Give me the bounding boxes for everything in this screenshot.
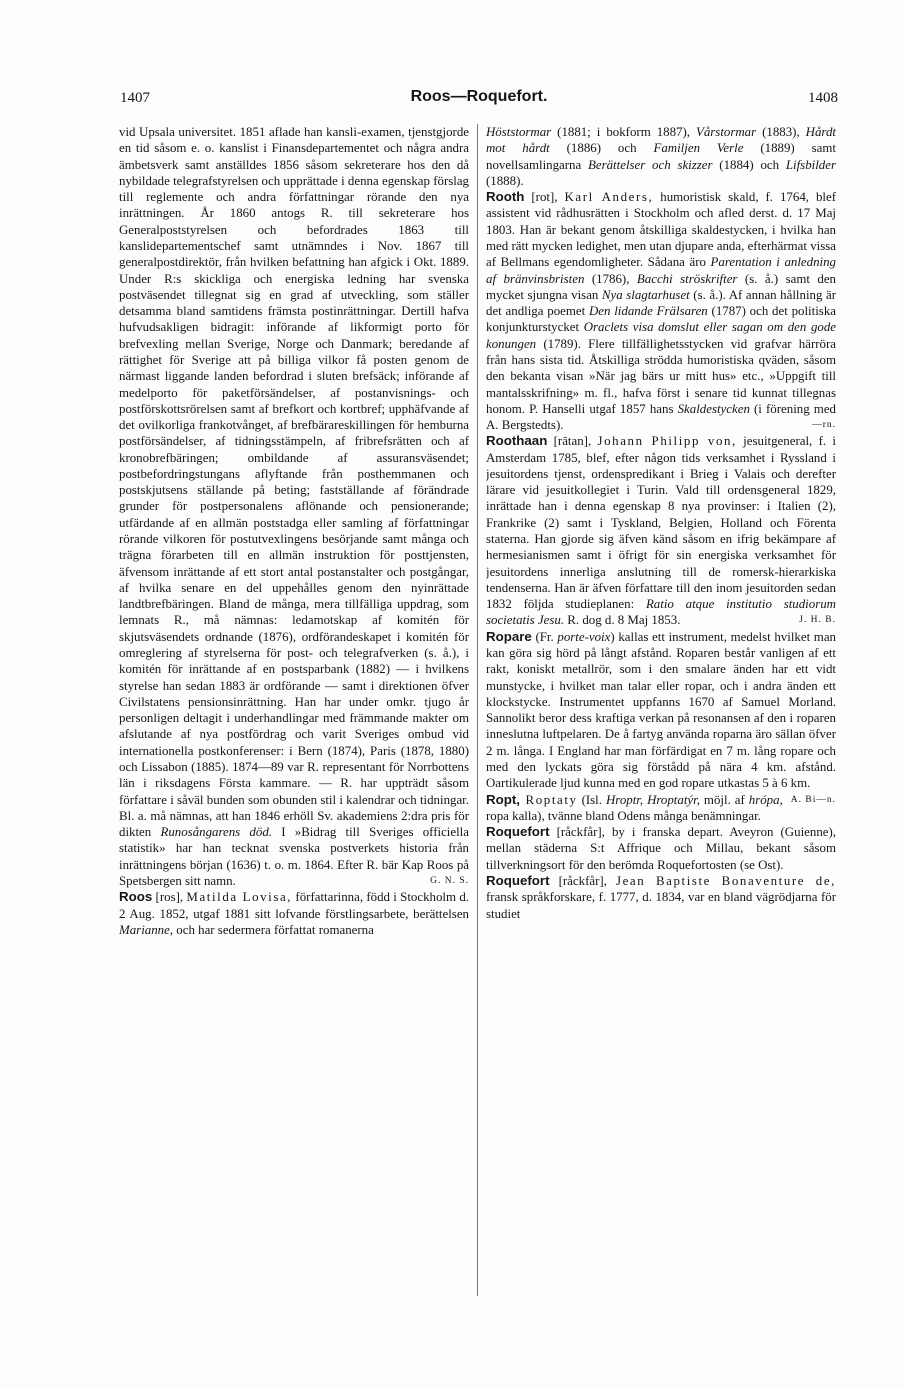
headword: Roothaan: [486, 433, 548, 449]
entry-roos-continuation: Höststormar (1881; i bokform 1887), Vårstormar (1883), Hårdt mot hårdt (1886) och Familjen Verle (1889) samt novellsamlingarna Berättelser och skizzer (1884) och Lifsbilder (1888).: [486, 125, 836, 188]
entry-roquefort-village: Roquefort [råckfår], by i franska depart. Aveyron (Guienne), mellan städerna S:t Affrique och Millau, bekant såsom tillverkningsort för den berömda Roquefortosten (se Ost).: [486, 824, 836, 872]
author-signature: G. N. S.: [430, 875, 469, 886]
headword: Ropt,: [486, 791, 520, 807]
headword: Ropare: [486, 628, 532, 644]
headword: Roquefort: [486, 824, 550, 840]
author-signature: A. Bi—n.: [790, 794, 836, 805]
entry-rooth: Rooth [rot], Karl Anders, humoristisk skald, f. 1764, blef assistent vid rådhusrätten i Stockholm och afled derst. d. 17 Maj 1803. Han är bekant genom åtskilliga skaldestycken, i hvilka han med rätt mycken ledighet, men utan djupare anda, efterhärmat vissa af Bellmans egendomligheter. Sådana äro Parentation i anledning af bränvinsbristen (1786), Bacchi ströskrifter (s. å.) samt den mycket sjungna visan Nya slagtarhuset (s. å.). Af annan hållning är det andliga poemet Den lidande Frälsaren (1787) och det politiska konjunkturstycket Oraclets visa domslut eller sagan om den gode konungen (1789). Flere tillfällighetsstycken vid grafvar härröra från hans sista tid. Åtskilliga strödda humoristiska qväden, såsom den bekanta visan »När jag bärs ur mitt hus» etc., »Uppgift till mantalsskrifning» m. fl., hafva först i senare tid kunnat tillegnas honom. P. Hanselli utgaf 1857 hans Skaldestycken (i förening med A. Bergstedts). —rn.: [486, 189, 836, 433]
headword: Roos: [119, 889, 153, 905]
page-number-left: 1407: [120, 90, 150, 106]
running-head: Roos—Roquefort.: [410, 88, 548, 105]
headword: Rooth: [486, 189, 525, 205]
headword: Roquefort: [486, 872, 550, 888]
column-divider: [477, 124, 478, 1296]
entry-ropare: Ropare (Fr. porte-voix) kallas ett instrument, medelst hvilket man kan göra sig hörd på långt afstånd. Roparen består vanligen af ett rakt, koniskt metallrör, som i den smalare änden har ett vidt munstycke, i hvilket man talar eller ropar, och i andra änden ett klockstycke. Instrumentet uppfanns 1670 af Samuel Morland. Sannolikt beror dess kraftiga verkan på resonansen af den i roparen inneslutna luftpelaren. De å fartyg använda roparna äro sällan öfver 2 m. långa. I England har man förfärdigat en 7 m. lång ropare och med den lyckats göra sig förstådd på nära 4 km. afstånd. Oartikulerade ljud kunna med en god ropare utkastas 5 à 6 km. A. Bi—n.: [486, 629, 836, 792]
page-header: [120, 88, 838, 112]
entry-roothaan: Roothaan [rātan], Johann Philipp von, jesuitgeneral, f. i Amsterdam 1785, blef, efter någon tids verksamhet i Ryssland i jesuitordens tjenst, ordenspredikant i Brieg i Valais och derefter lärare vid jesuitkollegiet i Turin. Vald till ordensgeneral 1829, inrättade han i denna egenskap 8 nya provinser: i Italien (2), Frankrike (2) samt i Tyskland, Belgien, Holland och Förenta staterna. Han gjorde sig äfven känd såsom en ifrig bekämpare af hermesianismen samt i öfrigt för sin energiska verksamhet för jesuitordens innerliga anslutning till de romersk-hierarkiska tendenserna. Han är äfven författare till den inom jesuitorden sedan 1832 följda studieplanen: Ratio atque institutio studiorum societatis Jesu. R. dog d. 8 Maj 1853. J. H. B.: [486, 433, 836, 628]
right-column: [486, 124, 836, 1296]
entry-roos-matilda: Roos [ros], Matilda Lovisa, författarinna, född i Stockholm d. 2 Aug. 1852, utgaf 1881 sitt lofvande förstlingsarbete, berättelsen Marianne, och har sedermera författat romanerna: [119, 889, 469, 937]
author-signature: J. H. B.: [799, 615, 836, 626]
entry-continuation: vid Upsala universitet. 1851 aflade han kansli-examen, tjenstgjorde en tid såsom e. o. kanslist i Finansdepartementet och några andra ämbetsverk samt anställdes 1856 såsom sekreterare hos den då nybildade telegrafstyrelsen och upprättade i denna egenskap förslag till reglemente och andra författningar rörande den nya inrättningen. År 1860 antogs R. till sekreterare hos Generalpoststyrelsen och befordrades 1863 till kanslidepartementschef samt utnämndes i Nov. 1867 till generalpostdirektör, från hvilken befattning han afgick i Okt. 1889. Under R:s skickliga och energiska ledning har svenska postväsendet tillegnat sig en grad af utveckling, som ställer detsamma bland samtidens främsta postinrättningar. Dertill hafva hufvudsakligen bidragit: införande af likformigt porto för brefvexling mellan Sverige, Norge och Danmark; beredande af rättighet för Sverige att på billiga vilkor få posten genom de närmast liggande landen befordrad i sluten brefsäck; införande af medelporto för paketförsändelser, af postanvisnings- och postförskottsrörelsen samt af brefkort och kortbref; upphäfvande af det ovilkorliga frankotvånget, af brefbärareskillingen för hemburna postförsändelser, af tidningsstämpeln, af fribrefsrätten och af kronobrefbäringen; ombildande af assuransväsendet; postbefordringstungans aflyftande från posthemmanen och postskjutsens ställande på beting; fastställande af förändrade grunder för postpersonalens aflönande och pensionerande; utfärdande af en allmän poststadga eller samling af författningar rörande vilkoren för postutvexlingens besörjande samt många och trägna förarbeten till en allmän instruktion för posttjensten, äfvensom inrättande af ett stort antal postanstalter och postgångar, af hvilka senare en del uppehålles genom den nyinrättade landtbrefbäringen. Bland de många, mera tillfälliga uppdrag, som lemnats R., må nämnas: ledamotskap af komitén för skjutsväsendets ordnande (1876), ordförandeskapet i komitén för omreglering af styrelserna för post- och telegrafverken (s. å.), i komitén för inrättande af en postsparbank (1882) — i hvilkens styrelse han sedan 1883 är ordförande — samt i direktionen öfver Civilstatens pensionsinrättning. Han har under omkr. tjugo år personligen deltagit i underhandlingar med främmande makter om afslutande af nya postfördrag och varit Sveriges ombud vid internationella postkonferenser: i Bern (1874), Paris (1878, 1880) och Lissabon (1885). 1874—89 var R. representant för Norrbottens län i riksdagens Första kammare. — R. har uppträdt såsom författare i såväl bunden som obunden stil i kalendrar och tidningar. Bl. a. må nämnas, att han 1846 erhöll Sv. akademiens 2:dra pris för dikten Runosångarens död. I »Bidrag till Sveriges officiella statistik» har han tecknat svenska postverkets historia från inrättningens början (1636) t. o. m. 1864. Efter R. bär Kap Roos på Spetsbergen sitt namn. G. N. S.: [119, 125, 469, 888]
entry-roquefort-person: Roquefort [råckfår], Jean Baptiste Bonaventure de, fransk språkforskare, f. 1777, d. 1834, var en bland vägrödjarna för studiet: [486, 872, 836, 921]
author-signature: —rn.: [812, 420, 836, 431]
left-column: [119, 124, 469, 1296]
entry-ropt: Ropt, Roptaty (Isl. Hroptr, Hroptatýr, möjl. af hrópa, ropa kalla), tvänne bland Odens många benämningar.: [486, 791, 783, 823]
page-number-right: 1408: [808, 90, 838, 106]
